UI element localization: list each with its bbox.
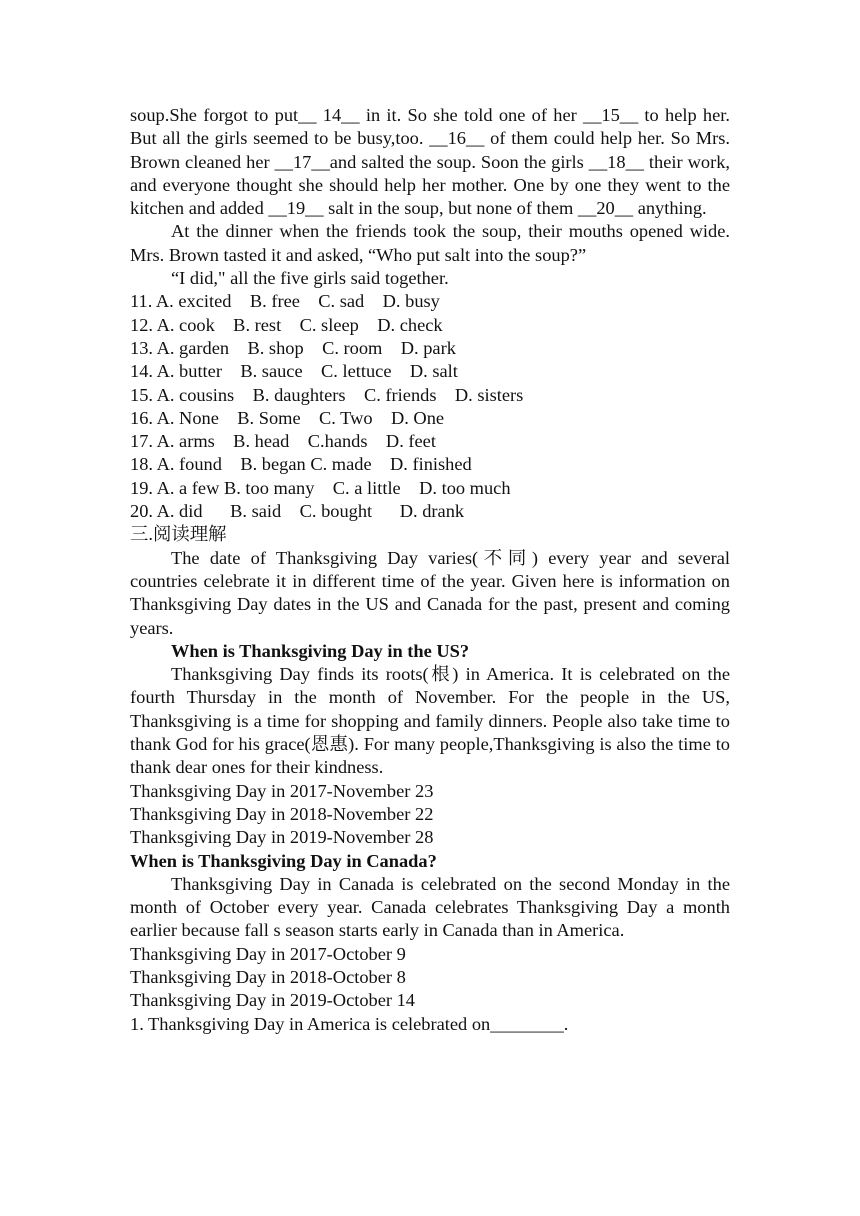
option-line-16: 16. A. None B. Some C. Two D. One [130,407,445,428]
canada-date-2019: Thanksgiving Day in 2019-October 14 [130,990,416,1011]
option-line-18: 18. A. found B. began C. made D. finished [130,454,472,475]
question-1: 1. Thanksgiving Day in America is celebrated on________. [130,1013,569,1034]
option-line-15: 15. A. cousins B. daughters C. friends D. sisters [130,384,524,405]
section-title: 三.阅读理解 [130,524,227,545]
option-line-19: 19. A. a few B. too many C. a little D. too much [130,477,511,498]
canada-date-2017: Thanksgiving Day in 2017-October 9 [130,943,406,964]
option-line-11: 11. A. excited B. free C. sad D. busy [130,291,440,312]
us-date-2019: Thanksgiving Day in 2019-November 28 [130,827,434,848]
option-line-20: 20. A. did B. said C. bought D. drank [130,501,465,522]
reading-intro: The date of Thanksgiving Day varies(不同) every year and several countries celebrate it in different time of the year. Given here is information on Thanksgiving Day dates in the US and Canada for the past, present and coming years. [130,547,730,638]
us-heading: When is Thanksgiving Day in the US? [171,640,470,661]
cloze-paragraph-1: soup.She forgot to put__ 14__ in it. So she told one of her __15__ to help her. But all the girls seemed to be busy,too. __16__ of them could help her. So Mrs. Brown cleaned her __17__and salted the soup. Soon the girls __18__ their work, and everyone thought she should help her mother. One by one they went to the kitchen and added __19__ salt in the soup, but none of them __20__ anything. [130,105,730,219]
canada-date-2018: Thanksgiving Day in 2018-October 8 [130,966,406,987]
us-date-2017: Thanksgiving Day in 2017-November 23 [130,780,434,801]
canada-heading: When is Thanksgiving Day in Canada? [130,850,437,871]
cloze-paragraph-2: At the dinner when the friends took the soup, their mouths opened wide. Mrs. Brown tasted it and asked, “Who put salt into the soup?” [130,221,730,265]
us-date-2018: Thanksgiving Day in 2018-November 22 [130,803,434,824]
document-page [130,104,730,1036]
cloze-paragraph-3: “I did," all the five girls said together. [171,268,449,289]
option-line-17: 17. A. arms B. head C.hands D. feet [130,431,436,452]
option-line-12: 12. A. cook B. rest C. sleep D. check [130,314,443,335]
option-line-14: 14. A. butter B. sauce C. lettuce D. salt [130,361,458,382]
cloze-options [130,290,730,523]
canada-paragraph: Thanksgiving Day in Canada is celebrated on the second Monday in the month of October every year. Canada celebrates Thanksgiving Day a month earlier because fall s season starts early in Canada than in America. [130,873,730,941]
option-line-13: 13. A. garden B. shop C. room D. park [130,337,456,358]
us-paragraph: Thanksgiving Day finds its roots(根) in America. It is celebrated on the fourth Thursday in the month of November. For the people in the US, Thanksgiving is a time for shopping and family dinners. People also take time to thank God for his grace(恩惠). For many people,Thanksgiving is also the time to thank dear ones for their kindness. [130,664,730,778]
